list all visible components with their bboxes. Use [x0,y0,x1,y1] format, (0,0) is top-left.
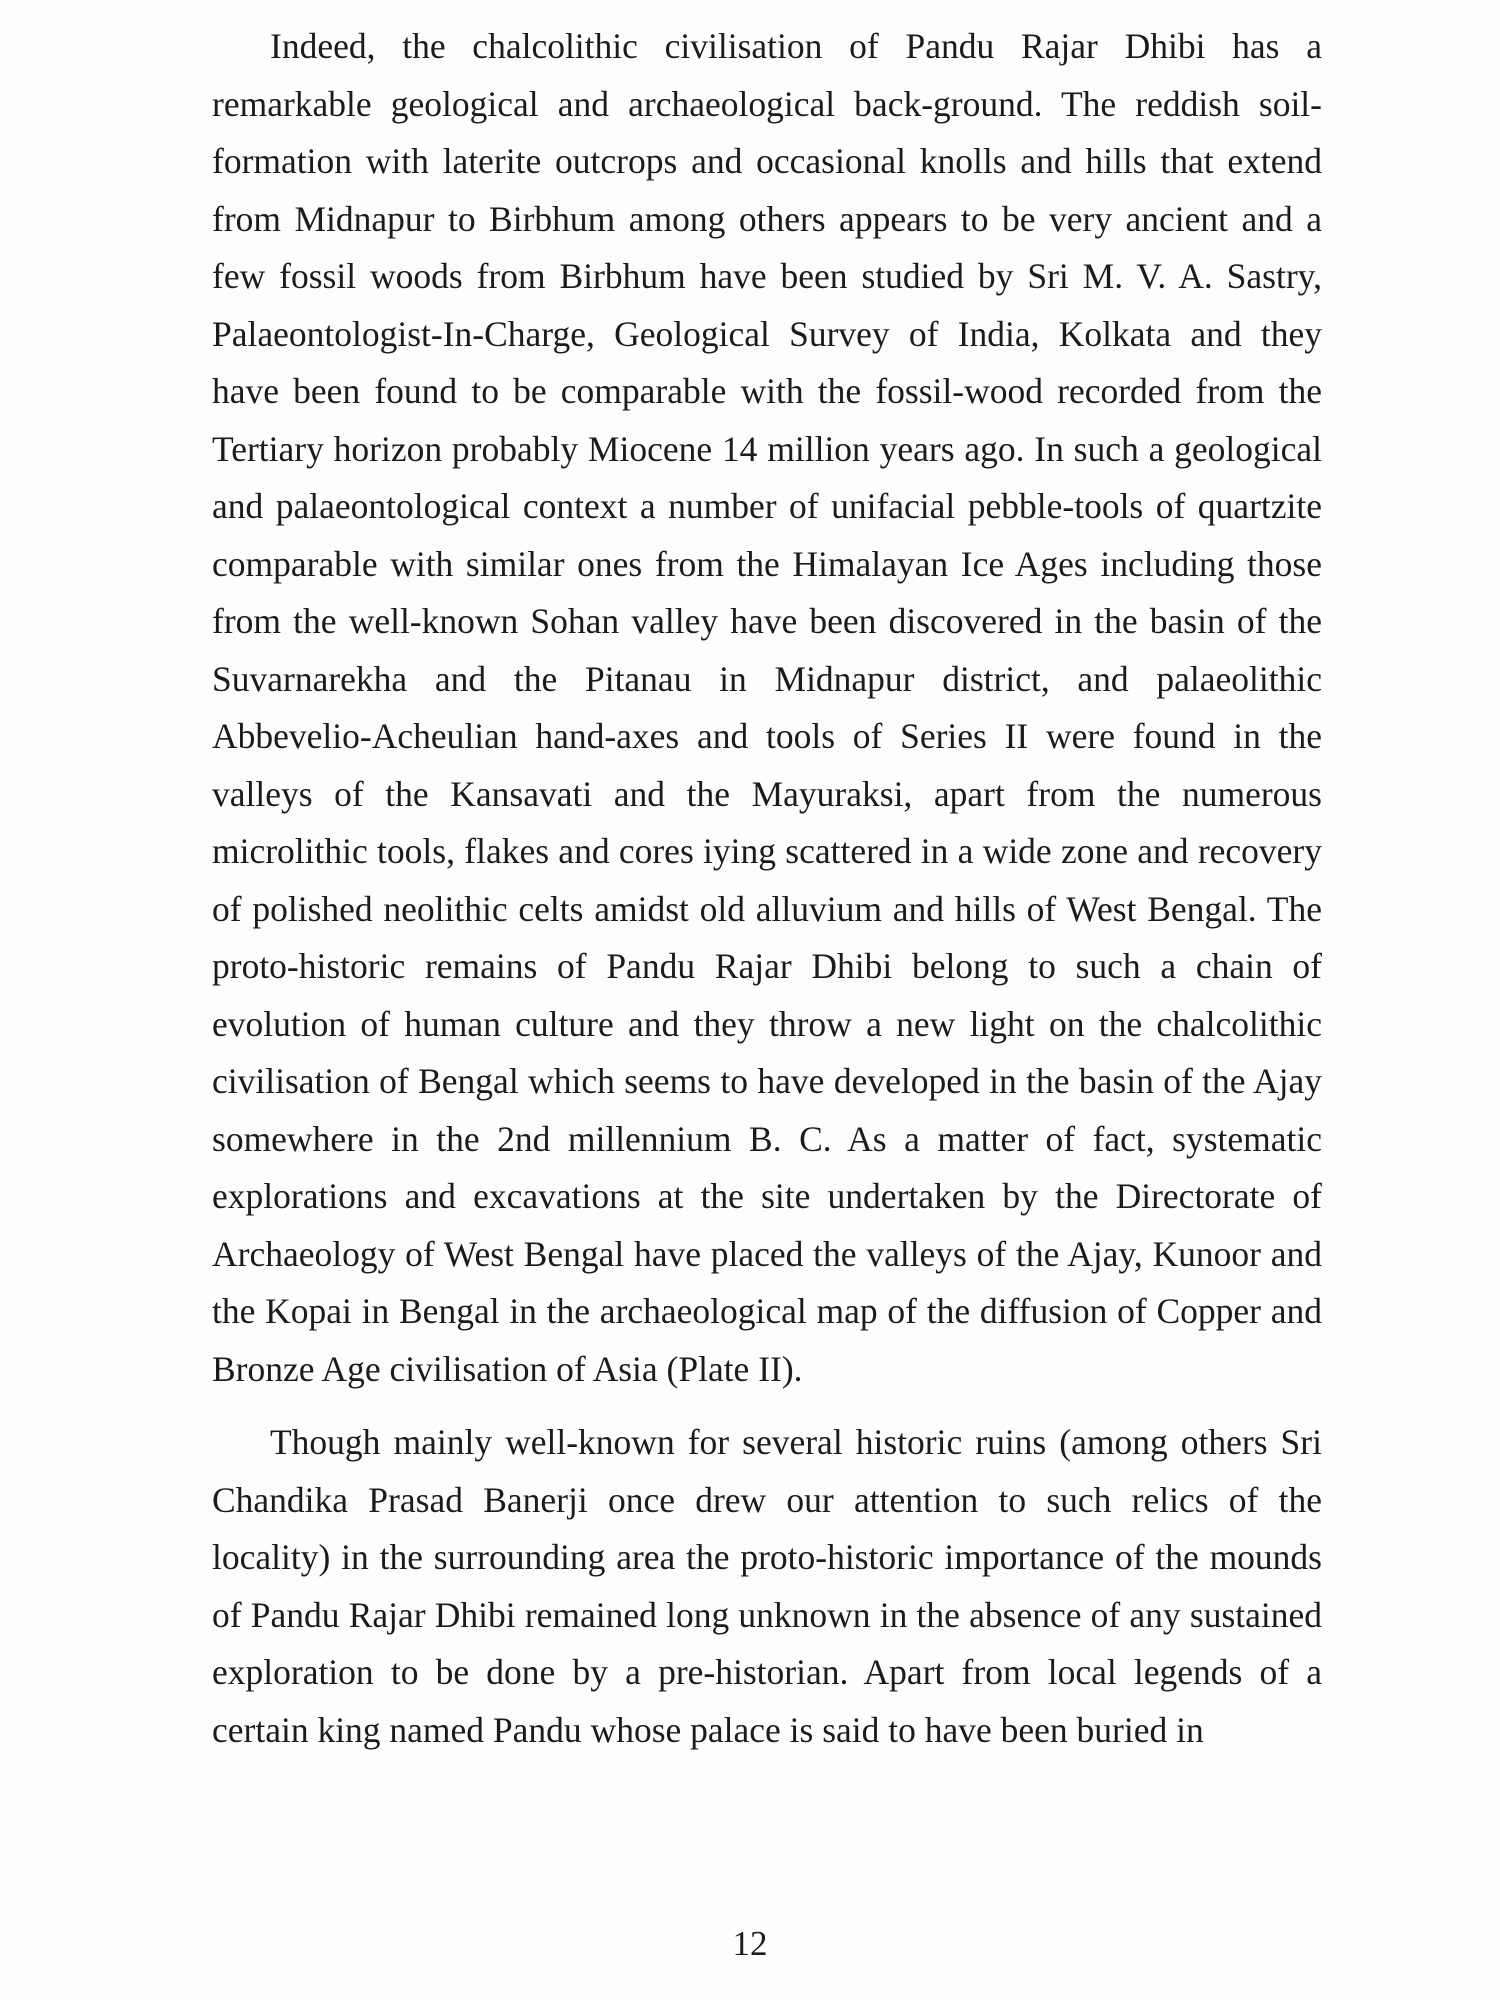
body-text [212,18,1322,1759]
paragraph-historic-ruins: Though mainly well-known for several historic ruins (among others Sri Chandika Prasad Banerji once drew our attention to such relics of the locality) in the surrounding area the proto-historic importance of the mounds of Pandu Rajar Dhibi remained long unknown in the absence of any sustained exploration to be done by a pre-historian. Apart from local legends of a certain king named Pandu whose palace is said to have been buried in [212,1422,1322,1750]
page-number: 12 [732,1924,768,1963]
paragraph-geological-background: Indeed, the chalcolithic civilisation of Pandu Rajar Dhibi has a remarkable geological and archaeological back-ground. The reddish soil-formation with laterite outcrops and occasional knolls and hills that extend from Midnapur to Birbhum among others appears to be very ancient and a few fossil woods from Birbhum have been studied by Sri M. V. A. Sastry, Palaeontologist-In-Charge, Geological Survey of India, Kolkata and they have been found to be comparable with the fossil-wood recorded from the Tertiary horizon probably Miocene 14 million years ago. In such a geological and palaeontological context a number of unifacial pebble-tools of quartzite comparable with similar ones from the Himalayan Ice Ages including those from the well-known Sohan valley have been discovered in the basin of the Suvarnarekha and the Pitanau in Midnapur district, and palaeolithic Abbevelio-Acheulian hand-axes and tools of Series II were found in the valleys of the Kansavati and the Mayuraksi, apart from the numerous microlithic tools, flakes and cores iying scattered in a wide zone and recovery of polished neolithic celts amidst old alluvium and hills of West Bengal. The proto-historic remains of Pandu Rajar Dhibi belong to such a chain of evolution of human culture and they throw a new light on the chalcolithic civilisation of Bengal which seems to have developed in the basin of the Ajay somewhere in the 2nd millennium B. C. As a matter of fact, systematic explorations and excavations at the site undertaken by the Directorate of Archaeology of West Bengal have placed the valleys of the Ajay, Kunoor and the Kopai in Bengal in the archaeological map of the diffusion of Copper and Bronze Age civilisation of Asia (Plate II). [212,26,1322,1389]
